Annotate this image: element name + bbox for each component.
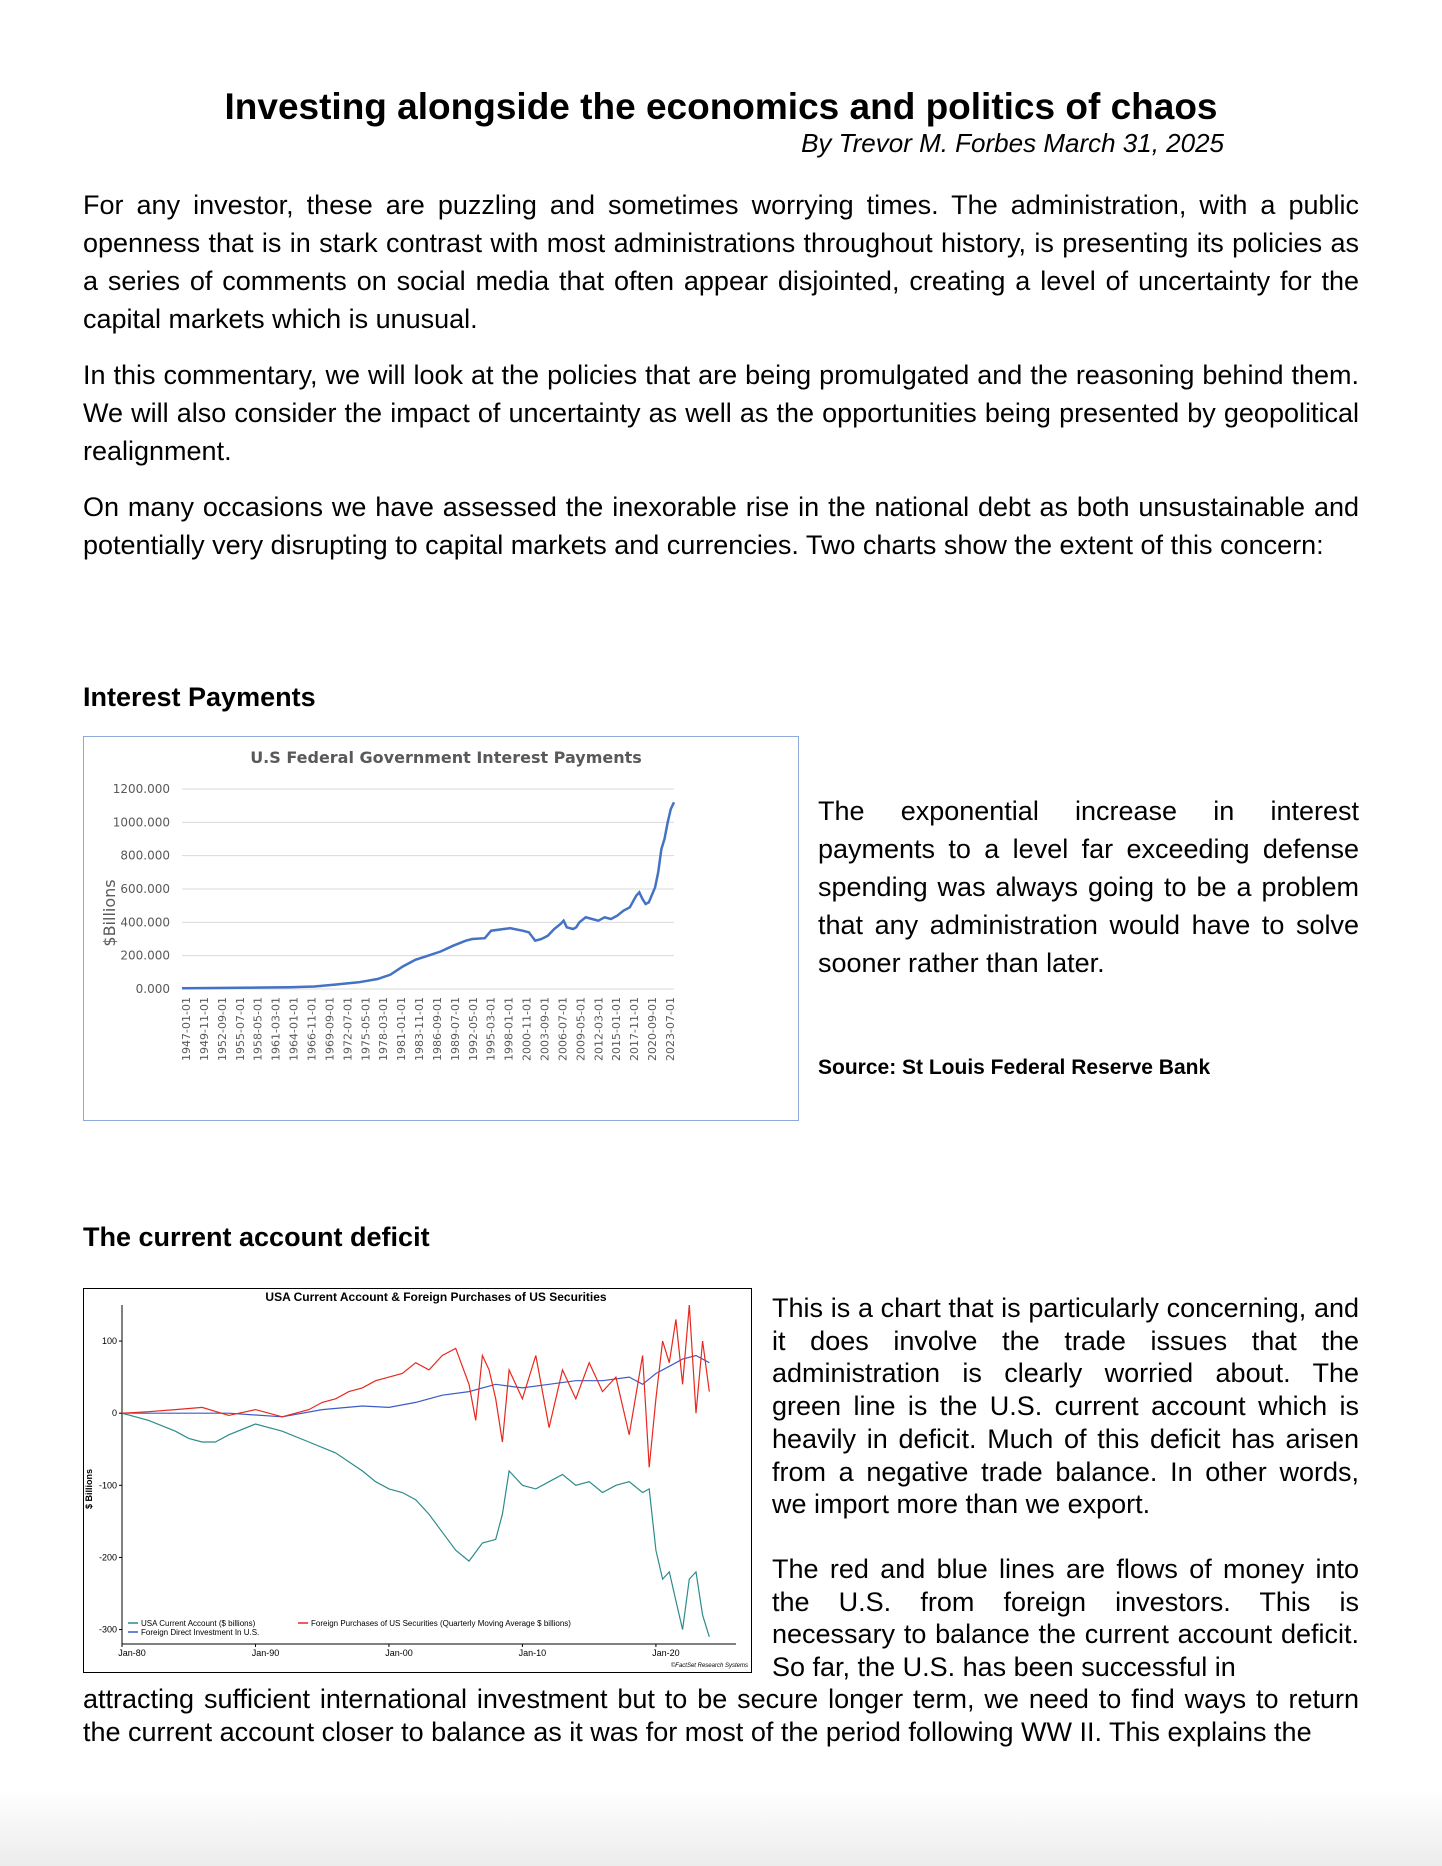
chart1-x-tick-label: 2000-11-01: [520, 997, 534, 1061]
chart1-x-tick-label: 1998-01-01: [502, 997, 516, 1061]
chart1-x-tick-label: 2023-07-01: [664, 997, 677, 1061]
page-bottom-shade: [0, 1790, 1442, 1866]
chart2-legend-label: Foreign Direct Investment In U.S.: [141, 1628, 260, 1637]
chart1-x-tick-label: 2006-07-01: [556, 997, 570, 1061]
chart1-y-tick-label: 1000.000: [112, 815, 170, 830]
chart2-y-tick-label: 100: [101, 1336, 117, 1347]
chart1-title: U.S Federal Government Interest Payments: [250, 748, 642, 767]
chart1-x-tick-label: 1992-05-01: [466, 997, 480, 1061]
chart1-y-tick-label: 600.000: [120, 882, 170, 896]
chart1-x-tick-label: 2012-03-01: [592, 997, 606, 1061]
chart2-series-line-1: [122, 1305, 709, 1467]
chart1-x-tick-label: 1958-05-01: [251, 997, 265, 1061]
chart2-x-tick-label: Jan-00: [385, 1648, 413, 1658]
interest-chart-frame: [83, 736, 799, 1121]
chart1-y-axis-label: $Billions: [100, 879, 119, 947]
chart2-y-tick-label: -300: [98, 1624, 117, 1635]
chart1-x-tick-label: 1981-01-01: [395, 997, 409, 1061]
chart2-y-tick-label: -200: [98, 1552, 117, 1563]
section-heading-current-account: The current account deficit: [83, 1222, 430, 1252]
interest-commentary: The exponential increase in interest payments to a level far exceeding defense spending was always going to be a problem that any administration would have to solve sooner rather than later.: [818, 796, 1359, 978]
current-account-chart-frame: [83, 1288, 752, 1673]
chart2-x-tick-label: Jan-10: [518, 1648, 547, 1658]
continuation-paragraph: attracting sufficient international investment but to be secure longer term, we need to find ways to return the current account closer to balance as it was for most of the period following WW II. This explains the: [83, 1684, 1359, 1747]
chart1-x-tick-label: 1972-07-01: [341, 997, 355, 1061]
chart1-y-tick-label: 400.000: [120, 915, 170, 930]
chart1-x-tick-label: 1969-09-01: [323, 997, 337, 1061]
chart2-y-axis-label: $ Billions: [84, 1468, 94, 1510]
chart1-x-tick-label: 1975-05-01: [359, 997, 373, 1061]
chart1-y-tick-label: 1200.000: [112, 782, 170, 796]
document-title: Investing alongside the economics and politics of chaos: [224, 86, 1218, 127]
paragraph-3: On many occasions we have assessed the inexorable rise in the national debt as both unsustainable and potentially very disrupting to capital markets and currencies. Two charts show the extent of this concern:: [83, 492, 1359, 560]
chart1-y-tick-label: 200.000: [120, 948, 170, 963]
chart1-y-tick-label: 800.000: [120, 848, 170, 863]
chart1-x-tick-label: 1955-07-01: [233, 997, 247, 1061]
chart2-credit: ©FactSet Research Systems: [670, 1663, 748, 1669]
chart2-x-tick-label: Jan-90: [251, 1648, 280, 1658]
chart2-legend-label: Foreign Purchases of US Securities (Quarterly Moving Average $ billions): [311, 1619, 571, 1628]
chart1-x-tick-label: 2009-05-01: [574, 997, 588, 1061]
chart1-x-tick-label: 1964-01-01: [287, 997, 301, 1061]
chart1-x-tick-label: 1986-09-01: [430, 997, 444, 1061]
current-account-chart: [84, 1289, 751, 1672]
chart1-x-tick-label: 1978-03-01: [377, 997, 391, 1061]
current-account-commentary-1: This is a chart that is particularly concerning, and it does involve the trade issues that the administration is clearly worried about. The green line is the U.S. current account which is heavily in deficit. Much of this deficit has arisen from a negative trade balance. In other words, we import more than we export.: [772, 1293, 1359, 1520]
chart1-x-tick-label: 2015-01-01: [610, 997, 624, 1061]
chart1-x-tick-label: 2017-11-01: [628, 997, 642, 1061]
chart1-x-tick-label: 1966-11-01: [305, 997, 319, 1061]
chart1-x-tick-label: 2003-09-01: [538, 997, 552, 1061]
current-account-commentary-2: The red and blue lines are flows of money into the U.S. from foreign investors. This is necessary to balance the current account deficit. So far, the U.S. has been successful in: [772, 1554, 1359, 1683]
chart2-series-line-0: [122, 1413, 709, 1637]
chart1-y-tick-label: 0.000: [135, 982, 170, 996]
chart1-x-tick-label: 1952-09-01: [215, 997, 229, 1061]
chart1-x-tick-label: 1947-01-01: [180, 997, 193, 1061]
interest-payments-chart: [84, 737, 798, 1120]
chart1-x-tick-label: 1961-03-01: [269, 997, 283, 1061]
interest-payments-line: [182, 802, 674, 988]
chart1-x-tick-label: 2020-09-01: [646, 997, 660, 1061]
chart1-x-tick-label: 1949-11-01: [197, 997, 211, 1061]
chart2-title: USA Current Account & Foreign Purchases of US Securities: [265, 1290, 607, 1304]
chart2-y-tick-label: 0: [111, 1408, 117, 1419]
chart2-x-tick-label: Jan-80: [118, 1648, 146, 1658]
chart2-series-line-2: [122, 1356, 709, 1417]
paragraph-2: In this commentary, we will look at the policies that are being promulgated and the reasoning behind them. We will also consider the impact of uncertainty as well as the opportunities being presented by geopolitical realignment.: [83, 360, 1359, 466]
chart2-legend-label: USA Current Account ($ billions): [141, 1619, 256, 1628]
source-note: Source: St Louis Federal Reserve Bank: [818, 1056, 1211, 1079]
chart2-x-tick-label: Jan-20: [652, 1648, 680, 1658]
chart1-x-tick-label: 1989-07-01: [448, 997, 462, 1061]
chart1-x-tick-label: 1983-11-01: [413, 997, 427, 1061]
section-heading-interest: Interest Payments: [83, 682, 316, 712]
chart2-y-tick-label: -100: [98, 1480, 117, 1491]
chart1-x-tick-label: 1995-03-01: [484, 997, 498, 1061]
paragraph-1: For any investor, these are puzzling and sometimes worrying times. The administration, with a public openness that is in stark contrast with most administrations throughout history, is presenting its policies as a series of comments on social media that often appear disjointed, creating a level of uncertainty for the capital markets which is unusual.: [83, 190, 1359, 334]
byline: By Trevor M. Forbes March 31, 2025: [801, 128, 1224, 158]
